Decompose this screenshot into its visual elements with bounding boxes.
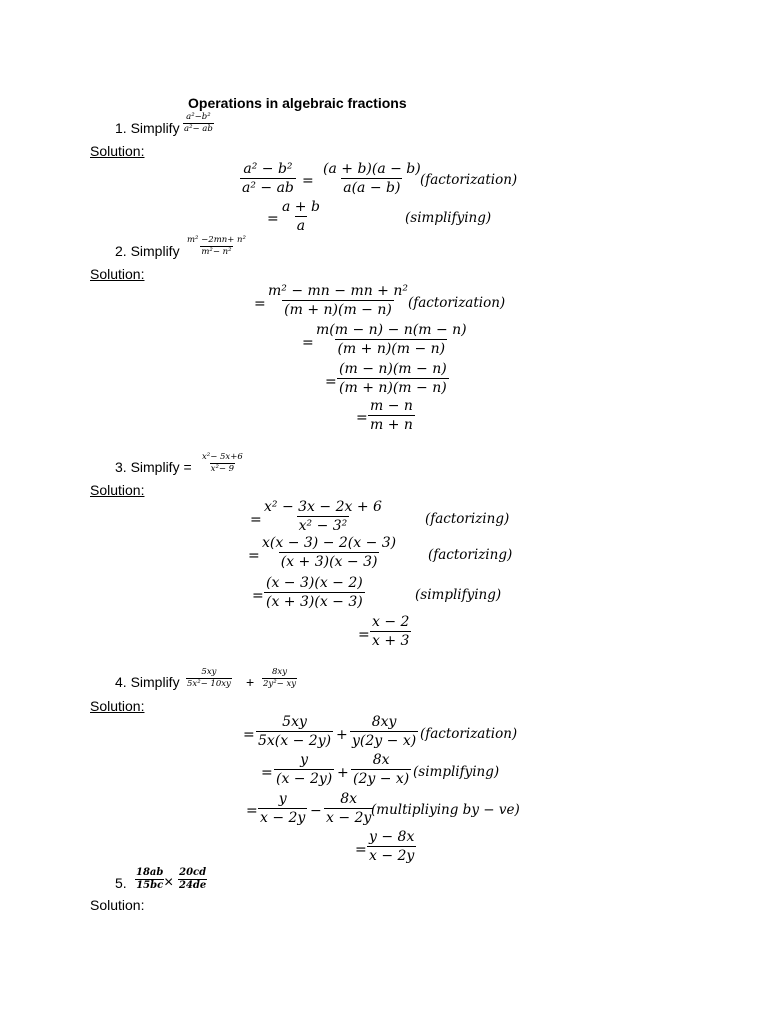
fraction-numerator: a²−b² [186,112,211,122]
equals-sign: = [252,588,264,604]
q1-rhs-fraction [321,162,423,195]
numerator: y − 8x [369,829,415,845]
numerator: 8x [340,791,358,807]
denominator: x + 3 [372,633,410,649]
q4-step2-fraction-b [351,753,411,786]
q1-result-fraction [280,200,322,233]
denominator: a(a − b) [343,180,401,196]
question-4-label: 4. Simplify [115,674,180,690]
question-4-fraction-1 [186,668,232,688]
equals-sign: = [261,765,273,781]
q2-step3-fraction [337,362,449,395]
step-note: (simplifying) [405,210,492,226]
denominator: (m + n)(m − n) [339,380,447,396]
fraction-numerator: 20cd [179,867,207,878]
q3-step1-fraction [262,500,384,533]
question-1-label: 1. Simplify [115,120,180,136]
q3-step3-fraction [264,576,365,609]
q4-step3-fraction-a [258,792,307,825]
solution-label: Solution: [90,698,145,714]
operator-sign: + [336,727,348,743]
equals-sign: = [325,374,337,390]
page-title: Operations in algebraic fractions [188,95,407,111]
plus-sign: + [246,674,255,690]
denominator: (m + n)(m − n) [284,302,392,318]
q4-step1-fraction-a [256,715,333,748]
q3-result-fraction [370,615,411,648]
q4-result-fraction [367,830,416,863]
denominator: (2y − x) [353,771,410,787]
question-5-label: 5. [115,875,127,891]
fraction-denominator: m²− n² [201,246,232,257]
question-1-fraction [183,113,214,133]
denominator: (x + 3)(x − 3) [266,594,363,610]
equals-sign: = [356,410,368,426]
numerator: y [300,752,309,768]
denominator: x − 2y [369,848,415,864]
numerator: y [278,791,287,807]
times-sign: × [164,874,174,891]
fraction-denominator: 24de [179,880,207,891]
numerator: x − 2 [372,614,410,630]
numerator: x(x − 3) − 2(x − 3) [262,535,397,551]
equals-sign: = [302,335,314,351]
equals-sign: = [246,803,258,819]
step-note: (multipliying by − ve) [371,802,520,818]
step-note: (simplifying) [413,764,500,780]
fraction-numerator: 8xy [272,667,288,677]
denominator: 5x(x − 2y) [258,733,332,749]
q2-step1-fraction [266,284,410,317]
q4-step2-fraction-a [274,753,334,786]
question-2-label: 2. Simplify [115,243,180,259]
q4-step1-fraction-b [350,715,418,748]
numerator: 5xy [282,714,307,730]
question-4-fraction-2 [262,668,297,688]
step-note: (factorization) [408,295,506,311]
q2-step2-fraction [314,323,469,356]
denominator: a² − ab [242,180,294,196]
denominator: m + n [370,417,413,433]
q4-step3-fraction-b [324,792,373,825]
numerator: (a + b)(a − b) [323,161,421,177]
step-note: (factorization) [420,172,518,188]
q1-lhs-fraction [240,162,296,195]
numerator: 8x [372,752,390,768]
fraction-denominator: 15bc [136,880,164,891]
denominator: (x + 3)(x − 3) [280,554,378,570]
equals-sign: = [267,211,279,227]
numerator: m² − mn − mn + n² [268,283,408,299]
equals-sign: = [355,842,367,858]
denominator: x − 2y [326,810,372,826]
denominator: y(2y − x) [352,733,417,749]
question-5-fraction-1 [135,868,164,891]
q3-step2-fraction [260,536,398,569]
equals-sign: = [358,627,370,643]
numerator: a + b [282,199,320,215]
operator-sign: + [337,765,349,781]
step-note: (simplifying) [415,587,502,603]
operator-sign: − [310,803,322,819]
denominator: x − 2y [260,810,306,826]
equals-sign: = [254,296,266,312]
equals-sign: = [248,548,260,564]
solution-label: Solution: [90,482,145,498]
fraction-numerator: m² −2mn+ n² [187,235,246,245]
fraction-numerator: x²− 5x+6 [202,452,243,462]
numerator: 8xy [371,714,397,730]
fraction-denominator: a²− ab [184,123,213,134]
numerator: m(m − n) − n(m − n) [316,322,467,338]
denominator: (x − 2y) [276,771,333,787]
fraction-denominator: 5x²− 10xy [187,678,231,689]
fraction-numerator: 5xy [201,667,217,677]
numerator: (m − n)(m − n) [339,361,447,377]
denominator: x² − 3² [298,518,348,534]
question-2-fraction [186,236,247,256]
numerator: a² − b² [243,161,293,177]
denominator: (m + n)(m − n) [337,341,446,357]
solution-label: Solution: [90,897,145,913]
solution-label: Solution: [90,143,145,159]
solution-label: Solution: [90,266,145,282]
fraction-numerator: 18ab [136,867,164,878]
numerator: (x − 3)(x − 2) [266,575,363,591]
fraction-denominator: 2y²− xy [263,678,297,689]
fraction-denominator: x²− 9 [210,463,235,474]
equals-sign: = [302,173,314,189]
question-3-label: 3. Simplify = [115,459,192,475]
step-note: (factorization) [420,726,518,742]
step-note: (factorizing) [425,511,510,527]
question-5-fraction-2 [178,868,207,891]
question-3-fraction [201,453,244,473]
step-note: (factorizing) [428,547,513,563]
equals-sign: = [250,512,262,528]
numerator: m − n [370,398,413,414]
q2-result-fraction [368,399,415,432]
numerator: x² − 3x − 2x + 6 [264,499,382,515]
equals-sign: = [243,727,255,743]
denominator: a [296,218,306,234]
